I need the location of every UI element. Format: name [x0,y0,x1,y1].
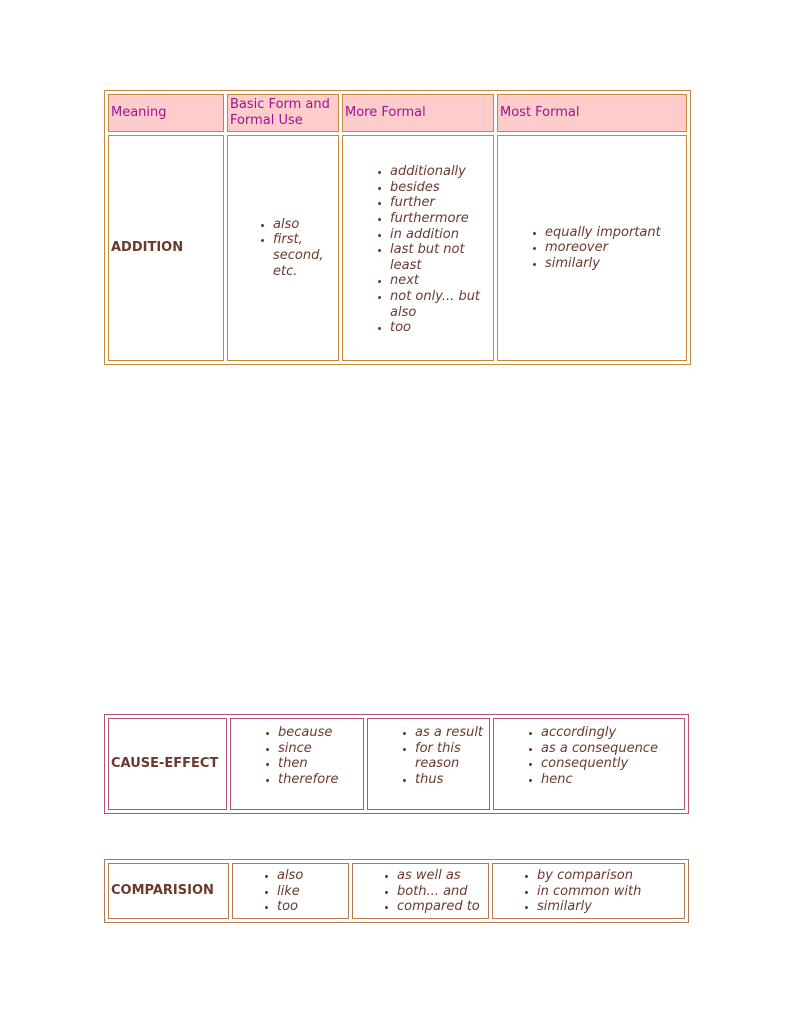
list-item: • similarly [545,256,686,272]
addition-more-list [343,164,493,336]
cause-effect-basic-cell [230,718,364,810]
comparison-label: COMPARISION [108,863,229,919]
list-item: • like [277,884,348,900]
comparison-more-cell [352,863,489,919]
addition-row [108,135,687,361]
list-item: • as a result [415,725,489,741]
comparison-more-list [353,868,488,915]
cause-effect-row [108,718,685,810]
comparison-basic-list [233,868,348,915]
cause-effect-label: CAUSE-EFFECT [108,718,227,810]
list-item: • thus [415,772,489,788]
list-item: • for this reason [415,741,489,772]
list-item: • then [278,756,363,772]
comparison-basic-cell [232,863,349,919]
cause-effect-basic-list [231,725,363,787]
list-item: • moreover [545,240,686,256]
list-item: • in addition [390,227,493,243]
addition-more-cell [342,135,494,361]
cause-effect-most-cell [493,718,685,810]
list-item: • additionally [390,164,493,180]
list-item: • because [278,725,363,741]
addition-most-cell [497,135,687,361]
list-item: • as a consequence [541,741,684,757]
header-most-formal: Most Formal [497,94,687,132]
list-item: • last but not least [390,242,493,273]
comparison-most-cell [492,863,685,919]
header-more-formal: More Formal [342,94,494,132]
list-item: • also [277,868,348,884]
list-item: • in common with [537,884,684,900]
list-item: • further [390,195,493,211]
list-item: • since [278,741,363,757]
list-item: • furthermore [390,211,493,227]
addition-basic-list [228,217,338,279]
list-item: • by comparison [537,868,684,884]
cause-effect-more-list [368,725,489,787]
header-meaning: Meaning [108,94,224,132]
addition-most-list [498,225,686,272]
list-item: • next [390,273,493,289]
list-item: • not only... but also [390,289,493,320]
list-item: • similarly [537,899,684,915]
list-item: • consequently [541,756,684,772]
list-item: • also [273,217,338,233]
header-basic-form: Basic Form and Formal Use [227,94,339,132]
list-item: • accordingly [541,725,684,741]
addition-header-row [108,94,687,132]
list-item: • henc [541,772,684,788]
addition-label: ADDITION [108,135,224,361]
list-item: • besides [390,180,493,196]
comparison-most-list [493,868,684,915]
list-item: • compared to [397,899,488,915]
cause-effect-more-cell [367,718,490,810]
list-item: • therefore [278,772,363,788]
comparison-row [108,863,685,919]
list-item: • both... and [397,884,488,900]
comparison-table [104,859,689,923]
list-item: • first, second, etc. [273,232,338,279]
list-item: • equally important [545,225,686,241]
addition-basic-cell [227,135,339,361]
list-item: • too [390,320,493,336]
addition-table [104,90,691,365]
cause-effect-table [104,714,689,814]
cause-effect-most-list [494,725,684,787]
list-item: • as well as [397,868,488,884]
list-item: • too [277,899,348,915]
